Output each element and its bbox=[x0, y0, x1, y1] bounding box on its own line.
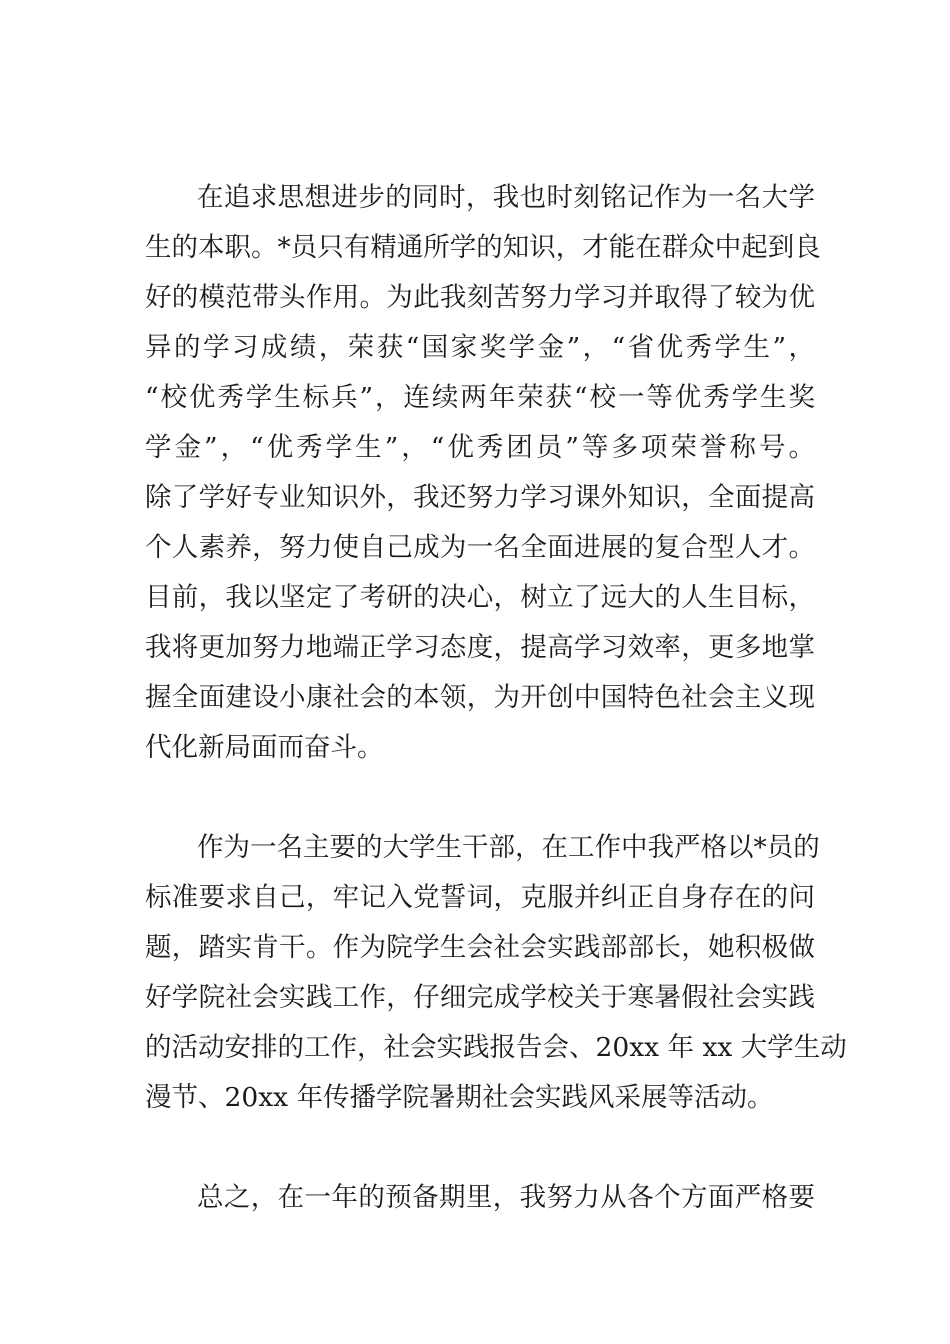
paragraph-line: 除了学好专业知识外，我还努力学习课外知识，全面提高 bbox=[145, 482, 815, 513]
paragraph-line: “校优秀学生标兵”，连续两年荣获“校一等优秀学生奖 bbox=[145, 382, 815, 413]
paragraph-line: 标准要求自己，牢记入党誓词，克服并纠正自身存在的问 bbox=[145, 882, 815, 913]
paragraph-line: 个人素养，努力使自己成为一名全面进展的复合型人才。 bbox=[145, 532, 815, 563]
paragraph-line: 的活动安排的工作，社会实践报告会、20xx 年 xx 大学生动 bbox=[145, 1032, 847, 1063]
paragraph-line: 总之，在一年的预备期里，我努力从各个方面严格要 bbox=[197, 1182, 815, 1213]
paragraph-line: 我将更加努力地端正学习态度，提高学习效率，更多地掌 bbox=[145, 632, 815, 663]
paragraph-line: 题，踏实肯干。作为院学生会社会实践部部长，她积极做 bbox=[145, 932, 815, 963]
paragraph-line: 学金”，“优秀学生”，“优秀团员”等多项荣誉称号。 bbox=[145, 432, 815, 463]
paragraph-line: 作为一名主要的大学生干部，在工作中我严格以*员的 bbox=[197, 832, 820, 863]
paragraph-line: 在追求思想进步的同时，我也时刻铭记作为一名大学 bbox=[197, 182, 815, 213]
paragraph-line: 代化新局面而奋斗。 bbox=[145, 732, 384, 763]
paragraph-line: 好的模范带头作用。为此我刻苦努力学习并取得了较为优 bbox=[145, 282, 815, 313]
paragraph-line: 握全面建设小康社会的本领，为开创中国特色社会主义现 bbox=[145, 682, 815, 713]
paragraph-line: 漫节、20xx 年传播学院暑期社会实践风采展等活动。 bbox=[145, 1082, 774, 1113]
paragraph-line: 好学院社会实践工作，仔细完成学校关于寒暑假社会实践 bbox=[145, 982, 815, 1013]
paragraph-line: 生的本职。*员只有精通所学的知识，才能在群众中起到良 bbox=[145, 232, 821, 263]
paragraph-line: 异的学习成绩，荣获“国家奖学金”，“省优秀学生”， bbox=[145, 332, 815, 363]
paragraph-line: 目前，我以坚定了考研的决心，树立了远大的人生目标， bbox=[145, 582, 815, 613]
